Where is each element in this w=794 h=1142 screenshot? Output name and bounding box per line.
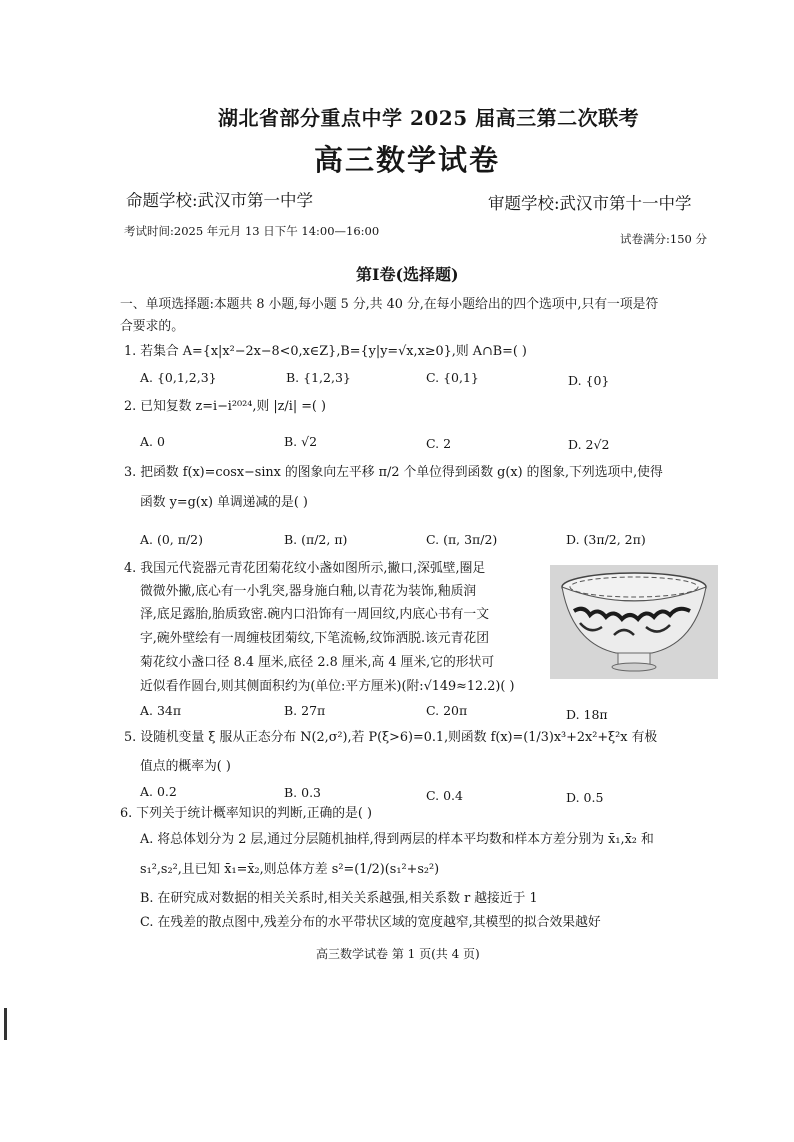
q3-option-d: D. (3π/2, 2π) <box>566 532 646 547</box>
question-3-stem: 函数 y=g(x) 单调递减的是( ) <box>140 495 308 510</box>
question-6-stem: 6. 下列关于统计概率知识的判断,正确的是( ) <box>120 806 372 821</box>
porcelain-bowl-photo <box>550 565 718 679</box>
q6-option-a: A. 将总体划分为 2 层,通过分层随机抽样,得到两层的样本平均数和样本方差分别为 x̄₁,x̄₂ 和 <box>140 832 654 847</box>
question-4-stem: 菊花纹小盏口径 8.4 厘米,底径 2.8 厘米,高 4 厘米,它的形状可 <box>140 655 495 670</box>
bowl-illustration <box>550 565 718 679</box>
section-title: 第Ⅰ卷(选择题) <box>356 265 459 284</box>
q6-option-a-cont: s₁²,s₂²,且已知 x̄₁=x̄₂,则总体方差 s²=(1/2)(s₁²+s₂²) <box>140 862 440 877</box>
q3-option-b: B. (π/2, π) <box>284 532 348 547</box>
q4-option-a: A. 34π <box>140 703 182 718</box>
exam-time: 考试时间:2025 年元月 13 日下午 14:00—16:00 <box>124 224 380 238</box>
q1-option-b: B. {1,2,3} <box>286 370 351 385</box>
question-4-stem: 4. 我国元代瓷器元青花团菊花纹小盏如图所示,撇口,深弧壁,圈足 <box>124 561 486 576</box>
q4-option-d: D. 18π <box>566 707 608 722</box>
q2-option-a: A. 0 <box>140 434 165 449</box>
question-4-stem: 近似看作圆台,则其侧面积约为(单位:平方厘米)(附:√149≈12.2)( ) <box>140 679 515 694</box>
q1-option-d: D. {0} <box>568 373 610 388</box>
question-4-stem: 微微外撇,底心有一小乳突,器身施白釉,以青花为装饰,釉质润 <box>140 584 477 599</box>
q3-option-c: C. (π, 3π/2) <box>426 532 498 547</box>
question-1-stem: 1. 若集合 A={x|x²−2x−8<0,x∈Z},B={y|y=√x,x≥0},则 A∩B=( ) <box>124 344 527 359</box>
reviewer-school: 审题学校:武汉市第十一中学 <box>488 194 692 213</box>
q5-option-d: D. 0.5 <box>566 790 604 805</box>
q4-option-c: C. 20π <box>426 703 468 718</box>
q6-option-c: C. 在残差的散点图中,残差分布的水平带状区域的宽度越窄,其模型的拟合效果越好 <box>140 915 601 930</box>
question-5-stem: 5. 设随机变量 ξ 服从正态分布 N(2,σ²),若 P(ξ>6)=0.1,则函数 f(x)=(1/3)x³+2x²+ξ²x 有极 <box>124 730 658 745</box>
page-footer: 高三数学试卷 第 1 页(共 4 页) <box>316 947 480 961</box>
q5-option-c: C. 0.4 <box>426 788 463 803</box>
q5-option-a: A. 0.2 <box>140 784 177 799</box>
question-2-stem: 2. 已知复数 z=i−i²⁰²⁴,则 |z/i| =( ) <box>124 399 326 414</box>
q2-option-b: B. √2 <box>284 434 318 449</box>
instruction-line: 一、单项选择题:本题共 8 小题,每小题 5 分,共 40 分,在每小题给出的四个选项中,只有一项是符 <box>120 297 659 312</box>
q2-option-c: C. 2 <box>426 436 452 451</box>
full-score: 试卷满分:150 分 <box>620 232 707 246</box>
q1-option-a: A. {0,1,2,3} <box>140 370 217 385</box>
instruction-line: 合要求的。 <box>120 319 184 334</box>
question-4-stem: 字,碗外壁绘有一周缠枝团菊纹,下笔流畅,纹饰洒脱.该元青花团 <box>140 631 489 646</box>
q6-option-b: B. 在研究成对数据的相关关系时,相关关系越强,相关系数 r 越接近于 1 <box>140 891 538 906</box>
q4-option-b: B. 27π <box>284 703 326 718</box>
exam-title-line2: 高三数学试卷 <box>314 143 501 177</box>
question-3-stem: 3. 把函数 f(x)=cosx−sinx 的图象向左平移 π/2 个单位得到函数 g(x) 的图象,下列选项中,使得 <box>124 465 663 480</box>
q2-option-d: D. 2√2 <box>568 437 610 452</box>
q5-option-b: B. 0.3 <box>284 785 322 800</box>
setter-school: 命题学校:武汉市第一中学 <box>126 191 314 210</box>
scan-edge-mark <box>4 1008 7 1040</box>
question-5-stem: 值点的概率为( ) <box>140 759 231 774</box>
q3-option-a: A. (0, π/2) <box>140 532 204 547</box>
question-4-stem: 泽,底足露胎,胎质致密.碗内口沿饰有一周回纹,内底心书有一文 <box>140 607 489 622</box>
q1-option-c: C. {0,1} <box>426 370 479 385</box>
exam-title-line1: 湖北省部分重点中学 2025 届高三第二次联考 <box>218 106 640 130</box>
